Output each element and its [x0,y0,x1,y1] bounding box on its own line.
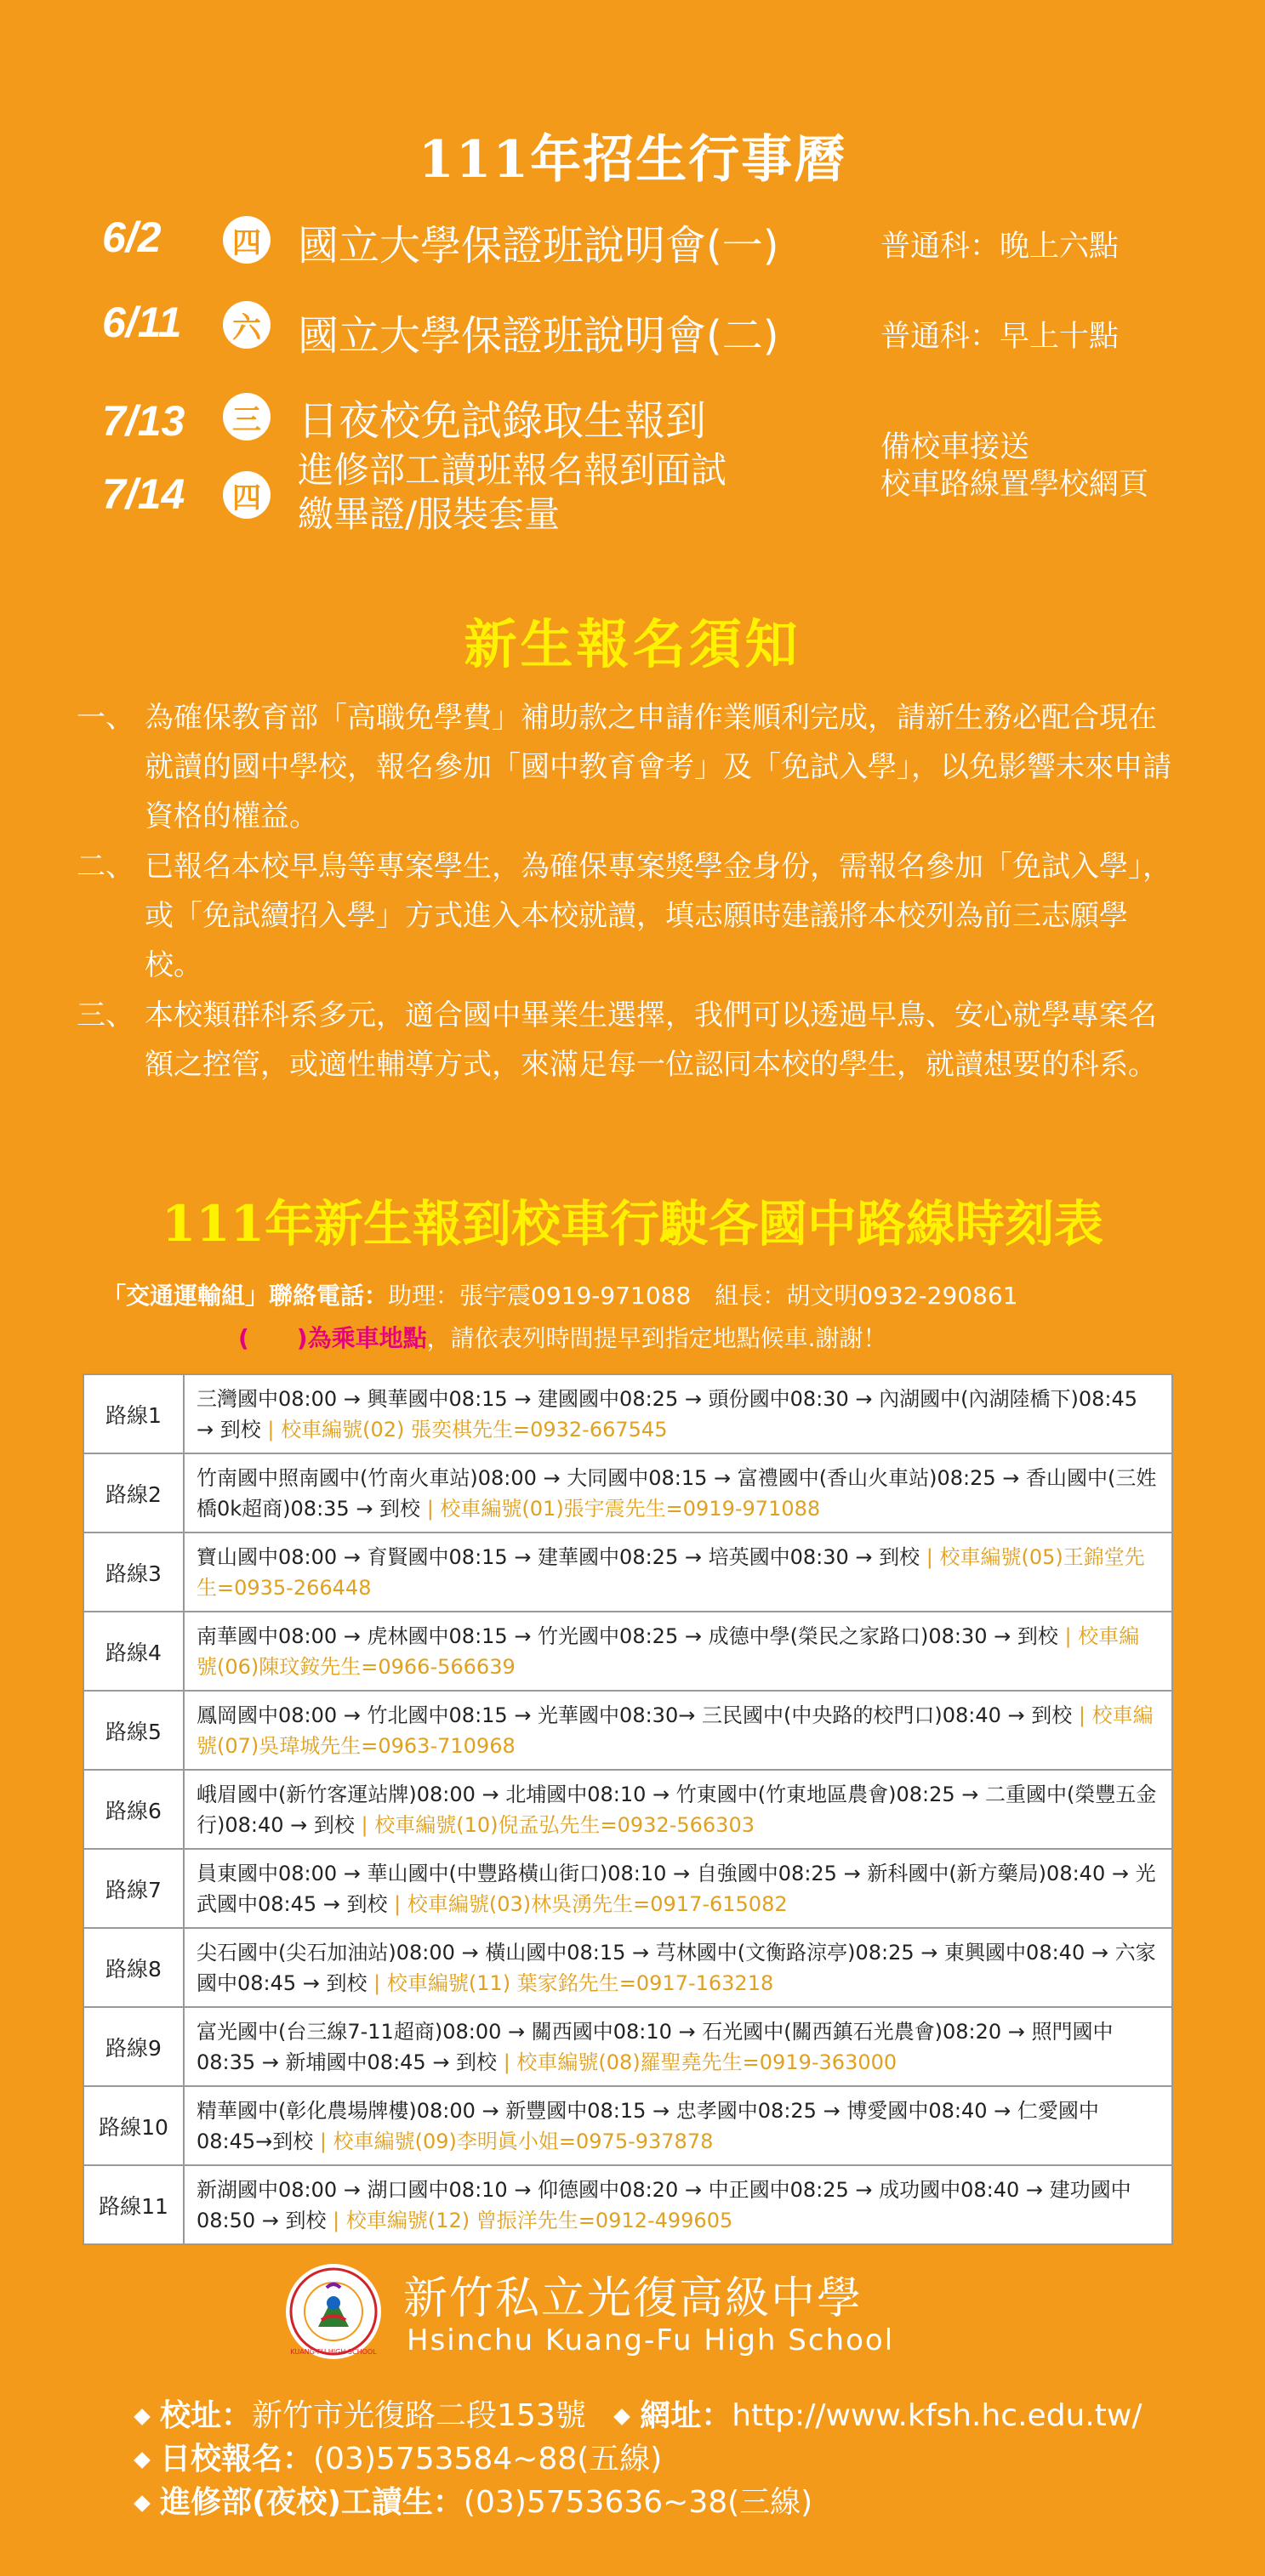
event-date: 7/13 [102,397,185,445]
night-school-phone-line [136,2478,812,2522]
route-driver-contact: | 校車編號(09)李明眞小姐=0975-937878 [319,2129,714,2153]
pickup-instruction: ，請依表列時間提早到指定地點候車.謝謝！ [426,1324,887,1352]
bullet-diamond-icon [134,2408,151,2425]
day-school-phone-line [136,2435,662,2478]
notice-number: 二、 [77,850,134,884]
notice-item [77,693,1182,841]
night-school-label: 進修部(夜校)工讀生： [160,2485,464,2520]
school-logo-icon [284,2262,383,2361]
route-name: 路線1 [83,1374,184,1453]
route-row [83,2165,1172,2244]
event-date: 7/14 [102,470,185,518]
event-weekday-badge: 六 [223,301,271,349]
route-stops [184,1849,1172,1928]
school-name-english: Hsinchu Kuang-Fu High School [407,2323,895,2357]
route-row [83,1612,1172,1691]
notice-text: 本校類群科系多元，適合國中畢業生選擇，我們可以透過早鳥、安心就學專案名額之控管，或適性輔導方式，來滿足每一位認同本校的學生，就讀想要的科系。 [145,998,1157,1082]
route-stop-times: 新湖國中08:00 → 湖口國中08:10 → 仰德國中08:20 → 中正國中08:25 → 成功國中08:40 → 建功國中08:50 → 到校 [197,2177,1131,2232]
school-logo-text: KUANG-FU HIGH SCHOOL [290,2348,377,2356]
bullet-diamond-icon [134,2495,151,2512]
route-driver-contact: | 校車編號(10)倪孟弘先生=0932-566303 [361,1812,755,1837]
event-name: 日夜校免試錄取生報到 [298,397,707,445]
notice-text: 為確保教育部「高職免學費」補助款之申請作業順利完成，請新生務必配合現在就讀的國中學校，報名參加「國中教育會考」及「免試入學」，以免影響未來申請資格的權益。 [145,701,1171,833]
event-name: 國立大學保證班說明會(一) [298,222,779,270]
event-note: 普通科：早上十點 [880,320,1120,354]
route-name: 路線10 [83,2086,184,2165]
route-driver-contact: | 校車編號(01)張宇震先生=0919-971088 [426,1496,821,1521]
event-note: 校車路線置學校網頁 [880,468,1149,502]
day-school-phone: (03)5753584~88(五線) [313,2442,663,2476]
route-row [83,1533,1172,1612]
route-stops [184,1453,1172,1533]
contact-phones: 助理：張宇震0919-971088 組長：胡文明0932-290861 [388,1282,1018,1310]
website-label: 網址： [640,2398,732,2433]
notice-number: 一、 [77,701,134,735]
route-driver-contact: | 校車編號(12) 曾振洋先生=0912-499605 [333,2208,733,2232]
route-name: 路線3 [83,1533,184,1612]
route-stop-times: 三灣國中08:00 → 興華國中08:15 → 建國國中08:25 → 頭份國中08:30 → 內湖國中(內湖陸橋下)08:45 → 到校 [197,1386,1138,1442]
route-driver-contact: | 校車編號(11) 葉家銘先生=0917-163218 [373,1970,774,1995]
route-name: 路線7 [83,1849,184,1928]
route-driver-contact: | 校車編號(05)王錦堂先生=0935-266448 [197,1544,1145,1600]
bus-route-table [83,1373,1173,2245]
route-stop-times: 富光國中(台三線7-11超商)08:00 → 關西國中08:10 → 石光國中(關西鎮石光農會)08:20 → 照門國中08:35 → 新埔國中08:45 → 到校 [197,2019,1114,2074]
route-stops [184,1533,1172,1612]
route-name: 路線11 [83,2165,184,2244]
calendar-title: 111年招生行事曆 [418,130,847,190]
event-date: 6/2 [102,213,162,261]
event-weekday-badge: 三 [223,393,271,441]
contact-line [102,1277,1018,1311]
event-weekday-badge: 四 [223,216,271,264]
route-row [83,1849,1172,1928]
notice-item [77,842,1182,990]
pickup-marker: ( )為乘車地點 [238,1324,427,1352]
route-stops [184,1374,1172,1453]
route-stop-times: 竹南國中照南國中(竹南火車站)08:00 → 大同國中08:15 → 富禮國中(香山火車站)08:25 → 香山國中(三姓橋0k超商)08:35 → 到校 [197,1465,1157,1521]
route-stops [184,2086,1172,2165]
day-school-label: 日校報名： [160,2442,314,2476]
route-row [83,1691,1172,1770]
route-row [83,2086,1172,2165]
route-stop-times: 寶山國中08:00 → 育賢國中08:15 → 建華國中08:25 → 培英國中08:30 → 到校 [197,1544,920,1569]
event-name: 進修部工讀班報名報到面試 [298,449,727,491]
website-link[interactable]: http://www.kfsh.hc.edu.tw/ [732,2398,1142,2433]
address-label: 校址： [160,2398,253,2433]
route-stops [184,1691,1172,1770]
route-stop-times: 尖石國中(尖石加油站)08:00 → 橫山國中08:15 → 芎林國中(文衡路涼亭)08:25 → 東興國中08:40 → 六家國中08:45 → 到校 [197,1940,1156,1995]
event-name: 繳畢證/服裝套量 [298,493,561,535]
route-stops [184,2007,1172,2086]
route-name: 路線9 [83,2007,184,2086]
route-stop-times: 峨眉國中(新竹客運站牌)08:00 → 北埔國中08:10 → 竹東國中(竹東地區農會)08:25 → 二重國中(榮豐五金行)08:40 → 到校 [197,1782,1157,1837]
route-stop-times: 精華國中(彰化農場牌樓)08:00 → 新豐國中08:15 → 忠孝國中08:25 → 博愛國中08:40 → 仁愛國中08:45→到校 [197,2098,1099,2153]
route-row [83,1928,1172,2007]
route-name: 路線5 [83,1691,184,1770]
route-stop-times: 南華國中08:00 → 虎林國中08:15 → 竹光國中08:25 → 成德中學(榮民之家路口)08:30 → 到校 [197,1624,1058,1648]
route-stops [184,1928,1172,2007]
route-driver-contact: | 校車編號(06)陳玟銨先生=0966-566639 [197,1624,1140,1679]
event-note: 備校車接送 [880,430,1030,464]
route-stops [184,2165,1172,2244]
route-row [83,1374,1172,1453]
route-stops [184,1612,1172,1691]
pickup-note [238,1320,887,1354]
notice-item [77,991,1182,1089]
bus-schedule-title: 111年新生報到校車行駛各國中路線時刻表 [161,1195,1104,1253]
night-school-phone: (03)5753636~38(三線) [463,2485,813,2520]
route-driver-contact: | 校車編號(08)羅聖堯先生=0919-363000 [503,2050,897,2074]
route-driver-contact: | 校車編號(02) 張奕棋先生=0932-667545 [267,1417,668,1442]
event-name: 國立大學保證班說明會(二) [298,312,779,360]
contact-label: 「交通運輸組」聯絡電話： [102,1282,389,1310]
route-stop-times: 員東國中08:00 → 華山國中(中豐路橫山街口)08:10 → 自強國中08:25 → 新科國中(新方藥局)08:40 → 光武國中08:45 → 到校 [197,1861,1156,1916]
route-driver-contact: | 校車編號(07)吳瑋城先生=0963-710968 [197,1703,1154,1758]
route-row [83,2007,1172,2086]
notice-text: 已報名本校早鳥等專案學生，為確保專案獎學金身份，需報名參加「免試入學」，或「免試續招入學」方式進入本校就讀，填志願時建議將本校列為前三志願學校。 [145,850,1171,982]
route-stops [184,1770,1172,1849]
event-weekday-badge: 四 [223,471,271,519]
address-value: 新竹市光復路二段153號 [252,2398,586,2433]
notice-title: 新生報名須知 [464,613,801,675]
address-line [136,2391,1142,2435]
route-name: 路線4 [83,1612,184,1691]
school-name-chinese: 新竹私立光復高級中學 [403,2273,863,2324]
bullet-diamond-icon [134,2452,151,2469]
route-name: 路線6 [83,1770,184,1849]
notice-number: 三、 [77,998,134,1032]
route-name: 路線2 [83,1453,184,1533]
route-row [83,1453,1172,1533]
event-note: 普通科：晚上六點 [880,230,1120,264]
route-name: 路線8 [83,1928,184,2007]
event-date: 6/11 [102,299,182,346]
route-row [83,1770,1172,1849]
route-stop-times: 鳳岡國中08:00 → 竹北國中08:15 → 光華國中08:30→ 三民國中(中央路的校門口)08:40 → 到校 [197,1703,1073,1727]
route-driver-contact: | 校車編號(03)林吳湧先生=0917-615082 [394,1891,788,1916]
bullet-diamond-icon [613,2408,630,2425]
